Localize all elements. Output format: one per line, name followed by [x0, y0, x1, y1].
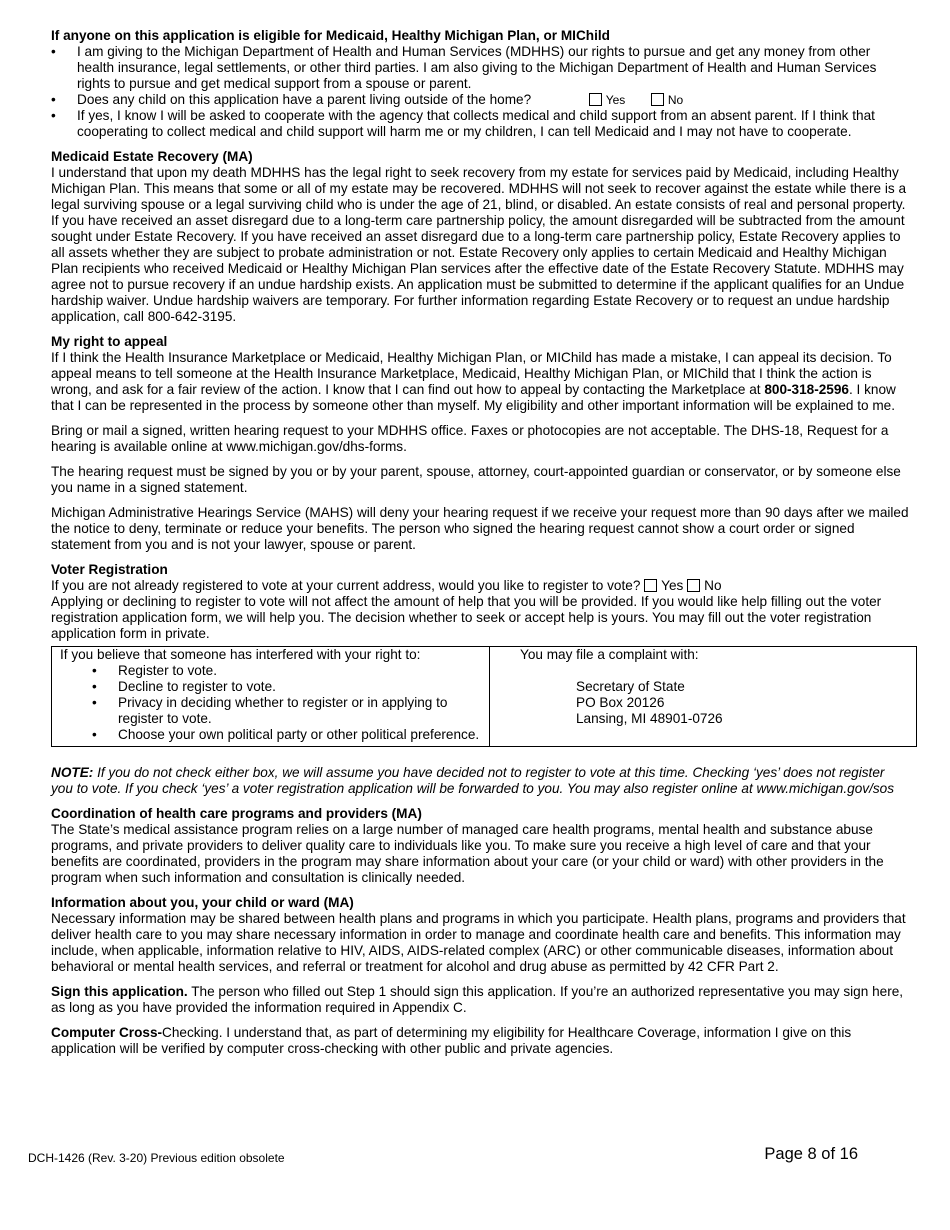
voter-question-line [51, 578, 909, 594]
estate-recovery-heading: Medicaid Estate Recovery (MA) [51, 149, 253, 164]
sign-text: The person who filled out Step 1 should sign this application. If you’re an authorized representative you may sign here, as long as you have provided the information required in Appendix C. [51, 984, 904, 1015]
marketplace-phone: 800-318-2596 [764, 382, 849, 397]
rights-assignment-bullet: • I am giving to the Michigan Department of Health and Human Services (MDHHS) our rights to pursue and get any money from other health insurance, legal settlements, or other third parties. I am also giving to the Michigan Department of Health and Human Services rights to pursue and get medical support from a spouse or parent. [51, 44, 909, 92]
document-page [51, 28, 909, 1057]
parent-outside-home-bullet [51, 92, 909, 108]
voter-registration-heading: Voter Registration [51, 562, 168, 577]
voter-no-option[interactable]: No [687, 578, 721, 594]
information-heading: Information about you, your child or ward (MA) [51, 895, 354, 910]
voter-yes-checkbox[interactable] [644, 579, 657, 592]
parent-outside-yes-option[interactable]: Yes [589, 92, 626, 108]
note-label: NOTE: [51, 765, 94, 780]
interference-cell [52, 647, 490, 746]
address-line: PO Box 20126 [576, 695, 665, 710]
information-text: Necessary information may be shared between health plans and programs in which you participate. Health plans, programs and providers that deliver health care to you may share necessary information in order to manage and coordinate health care and benefits. This information may include, when applicable, information relative to HIV, AIDS, AIDS-related complex (ARC) or other communicable diseases, information about behavioral or mental health services, and referral or treatment for alcohol and drug abuse as permitted by 42 CFR Part 2. [51, 911, 906, 974]
cross-check-text: Checking. I understand that, as part of determining my eligibility for Healthcare Coverage, information I give on this application will be verified by computer cross-checking with other public and private agencies. [51, 1025, 852, 1056]
parent-outside-no-option[interactable]: No [651, 92, 683, 108]
interference-item: • Choose your own political party or other political preference. [86, 727, 481, 743]
estate-recovery-text: I understand that upon my death MDHHS has the legal right to seek recovery from my estate for services paid by Medicaid, including Healthy Michigan Plan. This means that some or all of my estate may be recovered. MDHHS will not seek to recover against the estate while there is a legal surviving spouse or a legal surviving child who is under the age of 21, blind, or disabled. An estate consists of real and personal property. If you have received an asset disregard due to a long-term care partnership policy, the amount disregarded will be subtracted from the amount sought under Estate Recovery. If you have received an asset disregard due to a long-term care partnership policy, Estate Recovery applies to all assets whether they are subject to probate administration or not. Estate Recovery only applies to certain Medicaid and Healthy Michigan Plan recipients who received Medicaid or Healthy Michigan Plan services after the effective date of the Estate Recovery Statute. MDHHS may agree not to pursue recovery if an undue hardship exists. An application must be submitted to determine if the applicant qualifies for an Undue hardship waiver. Undue hardship waivers are temporary. For further information regarding Estate Recovery or to request an undue hardship application, call 800-642-3195. [51, 165, 907, 324]
interference-item: • Privacy in deciding whether to register or in applying to register to vote. [86, 695, 481, 727]
voter-complaint-table [51, 646, 917, 747]
voter-yes-option[interactable]: Yes [644, 578, 683, 594]
medicaid-eligibility-heading: If anyone on this application is eligible for Medicaid, Healthy Michigan Plan, or MIChild [51, 28, 610, 43]
cross-check-label: Computer Cross- [51, 1025, 163, 1040]
voter-note [51, 765, 909, 797]
voter-no-checkbox[interactable] [687, 579, 700, 592]
address-line: Lansing, MI 48901-0726 [576, 711, 723, 726]
medicaid-bullets [51, 44, 909, 140]
interference-item: • Register to vote. [86, 663, 481, 679]
sign-application-paragraph [51, 984, 909, 1016]
coordination-text: The State’s medical assistance program relies on a large number of managed care health programs, mental health and substance abuse programs, and private providers to deliver quality care to individuals like you. To make sure you receive a high level of care and that your benefits are coordinated, providers in the program may share information about your care (or your child or ward) with other providers in the program when such information and consultation is clinically needed. [51, 822, 884, 885]
form-id: DCH-1426 (Rev. 3-20) Previous edition obsolete [28, 1151, 285, 1165]
parent-outside-question: Does any child on this application have a parent living outside of the home? [77, 92, 532, 107]
parent-outside-no-checkbox[interactable] [651, 93, 664, 106]
interference-item: • Decline to register to vote. [86, 679, 481, 695]
appeal-paragraph-4: Michigan Administrative Hearings Service (MAHS) will deny your hearing request if we receive your request more than 90 days after we mailed the notice to deny, terminate or reduce your benefits. The person who signed the hearing request cannot show a court order or signed statement from you and is not your lawyer, spouse or parent. [51, 505, 909, 552]
coordination-heading: Coordination of health care programs and providers (MA) [51, 806, 422, 821]
appeal-paragraph-1: If I think the Health Insurance Marketplace or Medicaid, Healthy Michigan Plan, or MIChild has made a mistake, I can appeal its decision. To appeal means to tell someone at the Health Insurance Marketplace, Medicaid, Healthy Michigan Plan, or MIChild that I think the action is wrong, and ask for a fair review of the action. I know that I can find out how to appeal by contacting the Marketplace at 800-318-2596. I know that I can be represented in the process by someone other than myself. My eligibility and other important information will be explained to me. [51, 350, 896, 413]
interference-list [60, 663, 481, 743]
page-number: Page 8 of 16 [764, 1145, 858, 1163]
parent-outside-yes-checkbox[interactable] [589, 93, 602, 106]
note-text: If you do not check either box, we will assume you have decided not to register to vote at this time. Checking ‘yes’ does not register you to vote. If you check ‘yes’ a voter registration application will be forwarded to you. You may also register online at www.michigan.gov/sos [51, 765, 894, 796]
cross-check-paragraph [51, 1025, 909, 1057]
appeal-paragraph-3: The hearing request must be signed by you or by your parent, spouse, attorney, court-appointed guardian or conservator, or by someone else you name in a signed statement. [51, 464, 901, 495]
page-footer [28, 1145, 858, 1166]
complaint-intro: You may file a complaint with: [520, 647, 699, 662]
voter-question: If you are not already registered to vote at your current address, would you like to register to vote? [51, 578, 641, 593]
address-line: Secretary of State [576, 679, 685, 694]
interference-intro: If you believe that someone has interfered with your right to: [60, 647, 421, 662]
appeal-heading: My right to appeal [51, 334, 168, 349]
voter-help-text: Applying or declining to register to vote will not affect the amount of help that you will be provided. If you would like help filling out the voter registration application form, we will help you. The decision whether to seek or accept help is yours. You may fill out the voter registration application form in private. [51, 594, 882, 641]
appeal-paragraph-2: Bring or mail a signed, written hearing request to your MDHHS office. Faxes or photocopies are not acceptable. The DHS-18, Request for a hearing is available online at www.michigan.gov/dhs-forms. [51, 423, 889, 454]
complaint-cell [490, 647, 916, 746]
cooperation-bullet: • If yes, I know I will be asked to cooperate with the agency that collects medical and child support from an absent parent. If I think that cooperating to collect medical and child support will harm me or my children, I can tell Medicaid and I may not have to cooperate. [51, 108, 909, 140]
secretary-of-state-address [576, 679, 908, 727]
sign-label: Sign this application. [51, 984, 188, 999]
